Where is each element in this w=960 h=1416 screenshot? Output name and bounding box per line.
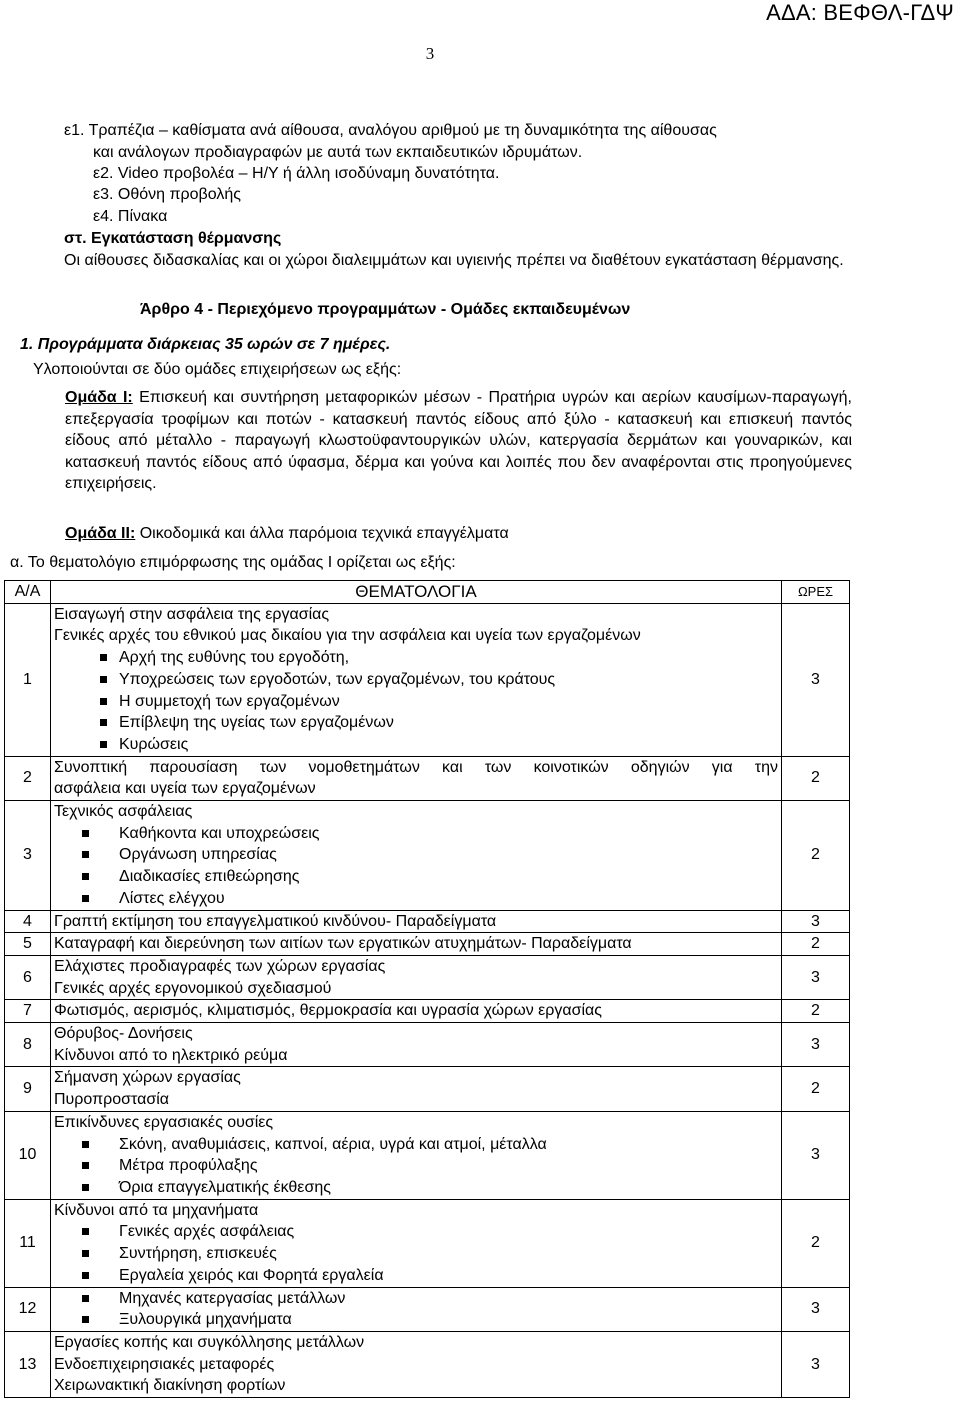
- table-row: [5, 1287, 850, 1331]
- row-number: 9: [5, 1067, 51, 1111]
- bullet-item: Καθήκοντα και υποχρεώσεις: [54, 823, 778, 845]
- bullet-item: Οργάνωση υπηρεσίας: [54, 844, 778, 866]
- topic: Τεχνικός ασφάλειας: [54, 803, 193, 821]
- bullet-item: Κυρώσεις: [54, 734, 778, 756]
- table-row: [5, 756, 850, 800]
- ada-code: ΑΔΑ: ΒΕΦΘΛ-ΓΔΨ: [766, 0, 954, 25]
- bullet-item: Λίστες ελέγχου: [54, 888, 778, 910]
- bullet-item: Η συμμετοχή των εργαζομένων: [54, 691, 778, 713]
- item-e1-line2: και ανάλογων προδιαγραφών με αυτά των εκπαιδευτικών ιδρυμάτων.: [93, 144, 583, 161]
- table-header-row: [5, 581, 850, 604]
- bullet-item: Εργαλεία χειρός και Φορητά εργαλεία: [54, 1265, 778, 1287]
- heating-title: στ. Εγκατάσταση θέρμανσης: [64, 230, 282, 247]
- row-number: 5: [5, 933, 51, 956]
- row-hours: 2: [782, 1199, 850, 1287]
- topic: Σήμανση χώρων εργασίας: [54, 1069, 241, 1087]
- row-topics: [51, 1331, 782, 1397]
- thematology-intro: α. Το θεματολόγιο επιμόρφωσης της ομάδας Ι ορίζεται ως εξής:: [10, 554, 456, 571]
- row-number: 4: [5, 910, 51, 933]
- group-2-text: Οικοδομικά και άλλα παρόμοια τεχνικά επαγγέλματα: [135, 525, 509, 542]
- topic: Κίνδυνοι από το ηλεκτρικό ρεύμα: [54, 1046, 288, 1064]
- table-row: [5, 955, 850, 999]
- bullet-item: Ξυλουργικά μηχανήματα: [54, 1309, 778, 1331]
- groups-intro: Υλοποιούνται σε δύο ομάδες επιχειρήσεων ως εξής:: [33, 361, 402, 378]
- header-theme: ΘΕΜΑΤΟΛΟΓΙΑ: [51, 581, 782, 604]
- row-hours: 3: [782, 1287, 850, 1331]
- topic: ασφάλεια και υγεία των εργαζομένων: [54, 780, 316, 798]
- row-hours: 2: [782, 801, 850, 911]
- row-hours: 2: [782, 756, 850, 800]
- topic: Επικίνδυνες εργασιακές ουσίες: [54, 1113, 274, 1131]
- row-hours: 3: [782, 603, 850, 756]
- bullet-item: Σκόνη, αναθυμιάσεις, καπνοί, αέρια, υγρά και ατμοί, μέταλλα: [54, 1134, 778, 1156]
- topic: Γενικές αρχές του εθνικού μας δικαίου για την ασφάλεια και υγεία των εργαζομένων: [54, 627, 641, 645]
- bullet-item: Υποχρεώσεις των εργοδοτών, των εργαζομένων, του κράτους: [54, 669, 778, 691]
- row-hours: 3: [782, 1111, 850, 1199]
- table-row: [5, 1000, 850, 1023]
- row-topics: [51, 1023, 782, 1067]
- row-number: 2: [5, 756, 51, 800]
- group-1-text: Επισκευή και συντήρηση μεταφορικών μέσων - Πρατήρια υγρών και αερίων καυσίμων-παραγωγή, επεξεργασία τροφίμων και ποτών - κατασκευή παντός είδους από ξύλο - κατασκευή και επισκευή παντός είδους από μέταλλο - παραγωγή κλωστοϋφαντουργικών υλών, κατεργασία δερμάτων και γουναρικών, και κατασκευή παντός είδους από ύφασμα, δέρμα και γούνα και λοιπές που δεν αναφέρονται στις προηγούμενες επιχειρήσεις.: [65, 389, 853, 492]
- row-number: 10: [5, 1111, 51, 1199]
- item-e1-line1: ε1. Τραπέζια – καθίσματα ανά αίθουσα, αναλόγου αριθμού με τη δυναμικότητα της αίθουσας: [64, 122, 717, 139]
- item-e3: ε3. Οθόνη προβολής: [93, 186, 241, 203]
- table-row: [5, 1111, 850, 1199]
- table-row: [5, 933, 850, 956]
- bullet-item: Μηχανές κατεργασίας μετάλλων: [54, 1288, 778, 1310]
- row-topics: [51, 1287, 782, 1331]
- topic: Πυροπροστασία: [54, 1091, 170, 1109]
- table-row: [5, 910, 850, 933]
- table-row: [5, 1023, 850, 1067]
- article-title: Άρθρο 4 - Περιεχόμενο προγραμμάτων - Ομάδες εκπαιδευμένων: [140, 301, 631, 318]
- table-row: [5, 1199, 850, 1287]
- row-number: 1: [5, 603, 51, 756]
- row-hours: 3: [782, 1331, 850, 1397]
- row-hours: 2: [782, 1000, 850, 1023]
- row-topics: [51, 1111, 782, 1199]
- bullet-item: Επίβλεψη της υγείας των εργαζομένων: [54, 712, 778, 734]
- row-topics: [51, 1000, 782, 1023]
- group-2-paragraph: [65, 524, 509, 544]
- bullet-item: Μέτρα προφύλαξης: [54, 1155, 778, 1177]
- topic: Γραπτή εκτίμηση του επαγγελματικού κινδύνου- Παραδείγματα: [54, 912, 497, 930]
- row-topics: [51, 756, 782, 800]
- topic: Εργασίες κοπής και συγκόλλησης μετάλλων: [54, 1333, 365, 1351]
- row-topics: [51, 1199, 782, 1287]
- topic: Θόρυβος- Δονήσεις: [54, 1025, 193, 1043]
- topic: Καταγραφή και διερεύνηση των αιτίων των εργατικών ατυχημάτων- Παραδείγματα: [54, 935, 632, 953]
- topic: Ενδοεπιχειρησιακές μεταφορές: [54, 1355, 275, 1373]
- row-topics: [51, 910, 782, 933]
- row-topics: [51, 933, 782, 956]
- bullet-item: Αρχή της ευθύνης του εργοδότη,: [54, 647, 778, 669]
- program-title: 1. Προγράμματα διάρκειας 35 ωρών σε 7 ημέρες.: [20, 336, 391, 353]
- topic: Κίνδυνοι από τα μηχανήματα: [54, 1201, 259, 1219]
- topic: Εισαγωγή στην ασφάλεια της εργασίας: [54, 605, 330, 623]
- topic: Ελάχιστες προδιαγραφές των χώρων εργασίας: [54, 957, 386, 975]
- row-hours: 2: [782, 933, 850, 956]
- row-topics: [51, 1067, 782, 1111]
- item-e2: ε2. Video προβολέα – Η/Υ ή άλλη ισοδύναμη δυνατότητα.: [93, 165, 500, 182]
- bullet-item: Όρια επαγγελματικής έκθεσης: [54, 1177, 778, 1199]
- page-number: 3: [425, 44, 435, 63]
- row-hours: 3: [782, 955, 850, 999]
- heating-text: Οι αίθουσες διδασκαλίας και οι χώροι διαλειμμάτων και υγιεινής πρέπει να διαθέτουν εγκατάσταση θέρμανσης.: [64, 252, 844, 269]
- thematology-table: [4, 580, 850, 1398]
- group-1-label: Ομάδα Ι:: [65, 389, 133, 406]
- topic: Συνοπτική παρουσίαση των νομοθετημάτων και των κοινοτικών οδηγιών για την: [54, 758, 778, 776]
- row-number: 11: [5, 1199, 51, 1287]
- table-row: [5, 603, 850, 756]
- row-number: 7: [5, 1000, 51, 1023]
- group-2-label: Ομάδα ΙΙ:: [65, 525, 136, 542]
- row-number: 3: [5, 801, 51, 911]
- group-1-paragraph: [65, 387, 852, 495]
- row-topics: [51, 801, 782, 911]
- header-hours: ΩΡΕΣ: [782, 581, 850, 604]
- row-topics: [51, 955, 782, 999]
- item-e4: ε4. Πίνακα: [93, 208, 168, 225]
- row-hours: 3: [782, 910, 850, 933]
- row-number: 8: [5, 1023, 51, 1067]
- bullet-item: Συντήρηση, επισκευές: [54, 1243, 778, 1265]
- table-row: [5, 1331, 850, 1397]
- bullet-item: Γενικές αρχές ασφάλειας: [54, 1221, 778, 1243]
- row-hours: 3: [782, 1023, 850, 1067]
- topic: Φωτισμός, αερισμός, κλιματισμός, θερμοκρασία και υγρασία χώρων εργασίας: [54, 1002, 603, 1020]
- table-row: [5, 1067, 850, 1111]
- topic: Χειρωνακτική διακίνηση φορτίων: [54, 1377, 286, 1395]
- row-topics: [51, 603, 782, 756]
- table-row: [5, 801, 850, 911]
- row-number: 13: [5, 1331, 51, 1397]
- topic: Γενικές αρχές εργονομικού σχεδιασμού: [54, 979, 332, 997]
- row-hours: 2: [782, 1067, 850, 1111]
- row-number: 12: [5, 1287, 51, 1331]
- row-number: 6: [5, 955, 51, 999]
- bullet-item: Διαδικασίες επιθεώρησης: [54, 866, 778, 888]
- header-aa: Α/Α: [5, 581, 51, 604]
